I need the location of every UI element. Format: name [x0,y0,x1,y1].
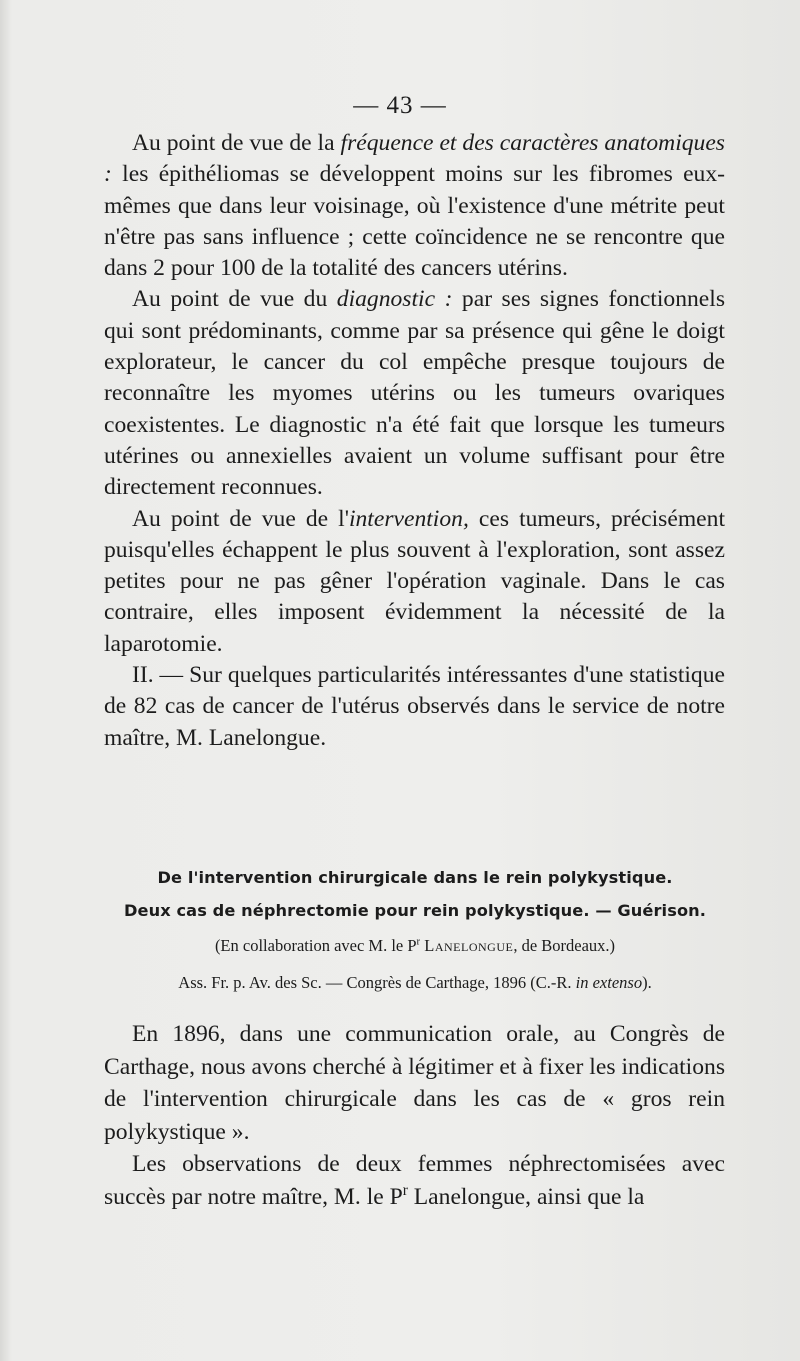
body-text-bottom [104,1018,725,1213]
italic-phrase: diagnostic : [336,286,453,313]
body-text-top [104,128,725,754]
paragraph-congres: En 1896, dans une communication orale, au Congrès de Carthage, nous avons cherché à légitimer et à fixer les indications de l'intervention chirurgicale dans les cas de « gros rein polykystique ». [104,1021,725,1145]
section-heading-line-2: Deux cas de néphrectomie pour rein polykystique. — Guérison. [123,901,707,920]
publication-reference: Ass. Fr. p. Av. des Sc. — Congrès de Carthage, 1896 (C.-R. in extenso). [178,973,652,992]
italic-phrase: fréquence et des caractères anatomiques : [104,130,725,188]
author-name: Lanelongue [424,936,514,955]
italic-phrase: intervention, [348,505,469,532]
page-number: — 43 — [353,92,447,119]
paragraph-frequence: Au point de vue de la fréquence et des caractères anatomiques : les épithéliomas se développent moins sur les fibromes eux-mêmes que dans leur voisinage, où l'existence d'une métrite peut n'être pas sans influence ; cette coïncidence ne se rencontre que dans 2 pour 100 de la totalité des cancers utérins. [104,130,725,282]
paragraph-intervention: Au point de vue de l'intervention, ces tumeurs, précisément puisqu'elles échappent le plus souvent à l'exploration, sont assez petites pour ne pas gêner l'opération vaginale. Dans le cas contraire, elles imposent évidemment la nécessité de la laparotomie. [104,505,725,657]
paragraph-section-ii: II. — Sur quelques particularités intéressantes d'une statistique de 82 cas de cancer de l'utérus observés dans le service de notre maître, M. Lanelongue. [104,662,725,751]
section-heading-line-1: De l'intervention chirurgicale dans le rein polykystique. [157,868,673,887]
collaboration-note: (En collaboration avec M. le $P^r$ Lanelongue, de Bordeaux.) [214,935,616,955]
paragraph-observations: Les observations de deux femmes néphrectomisées avec succès par notre maître, M. le $P^r$ Lanelongue, ainsi que la [104,1151,725,1210]
paragraph-diagnostic: Au point de vue du diagnostic : par ses signes fonctionnels qui sont prédominants, comme par sa présence qui gêne le doigt explorateur, le cancer du col empêche presque toujours de reconnaître les myomes utérins ou les tumeurs ovariques coexistentes. Le diagnostic n'a été fait que lorsque les tumeurs utérines ou annexielles avaient un volume suffisant pour être directement reconnues. [104,286,726,501]
